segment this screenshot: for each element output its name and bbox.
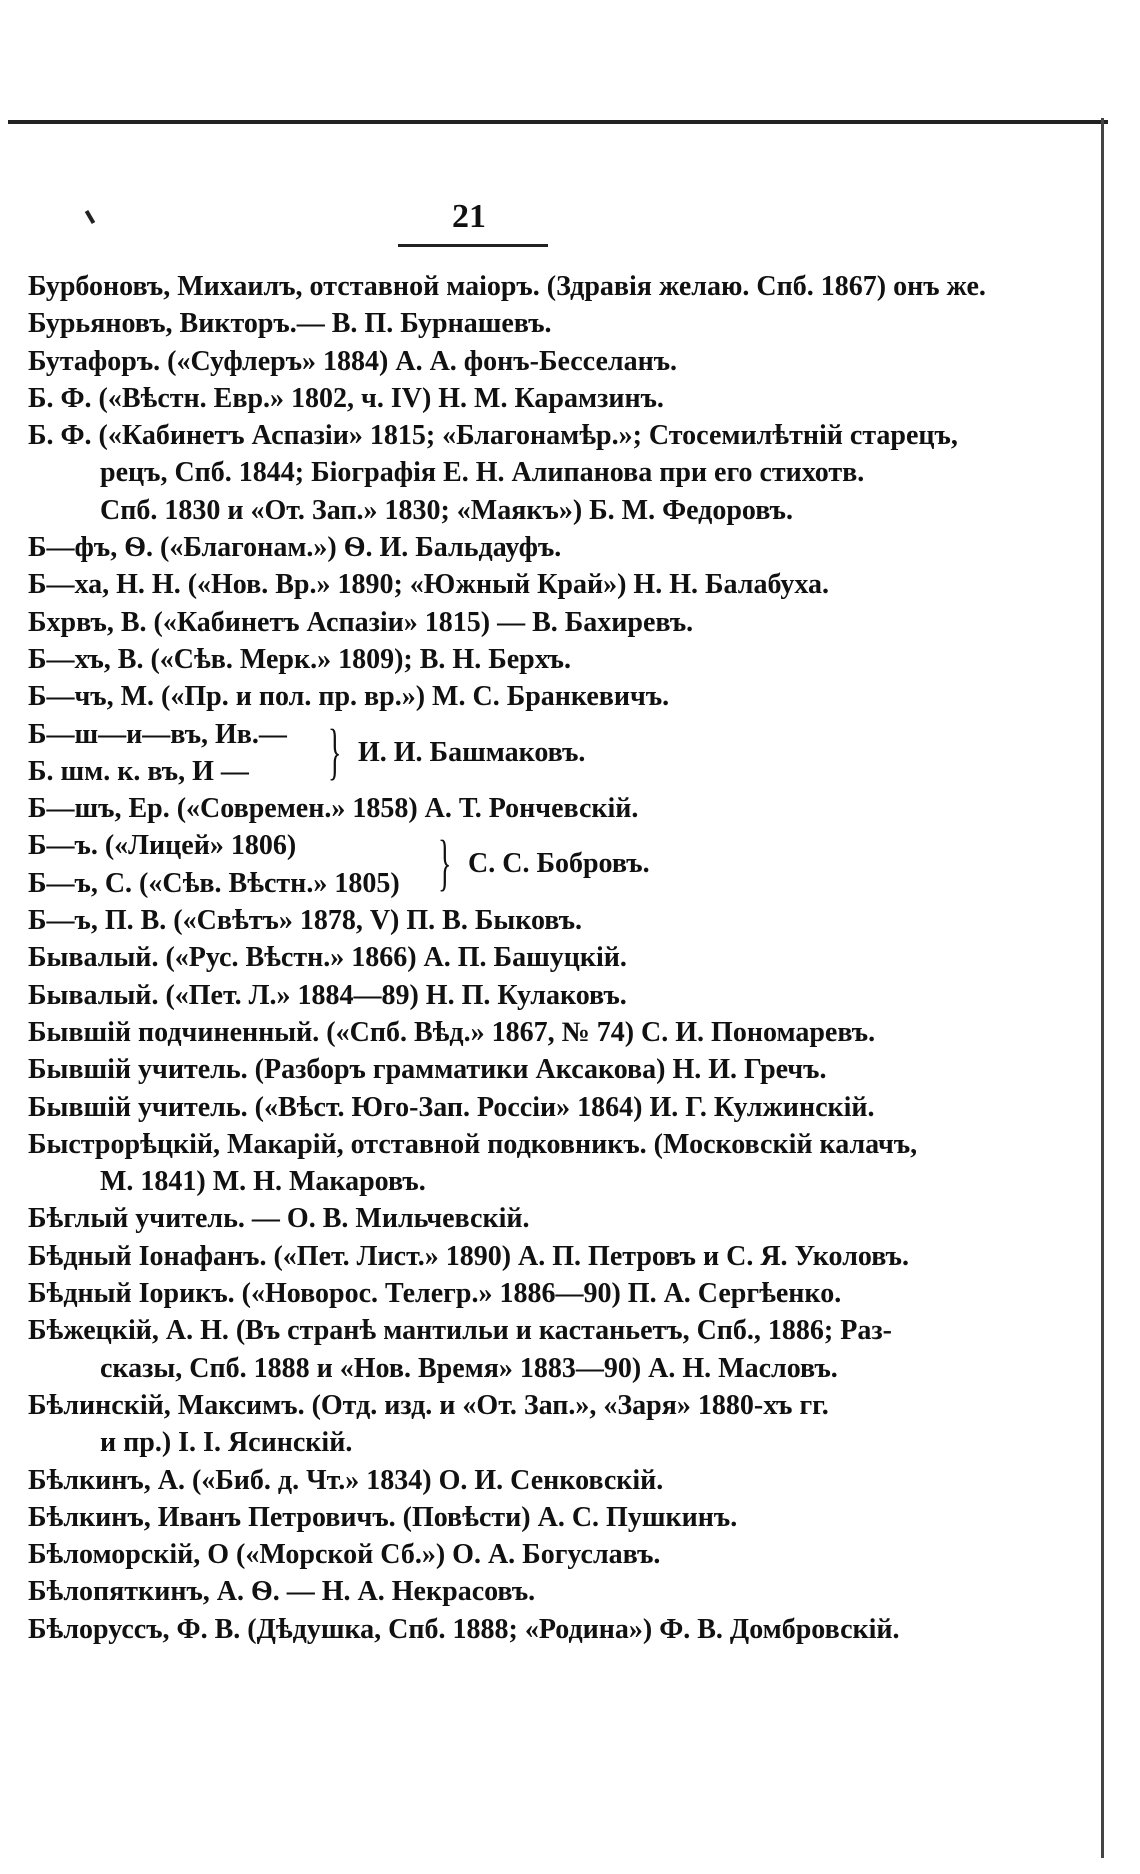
page-number-rule bbox=[398, 244, 548, 247]
entry: Бѣлопяткинъ, А. Ѳ. — Н. А. Некрасовъ. bbox=[28, 1576, 536, 1608]
entry: Б. Ф. («Вѣстн. Евр.» 1802, ч. IV) Н. М. Карамзинъ. bbox=[28, 382, 664, 414]
entry-line: Бѣжецкій, А. Н. (Въ странѣ мантильи и кастаньетъ, Спб., 1886; Раз- bbox=[28, 1315, 892, 1347]
entry: Бурбоновъ, Михаилъ, отставной маіоръ. (Здравія желаю. Спб. 1867) онъ же. bbox=[28, 271, 986, 302]
entry: Б—ъ, П. В. («Свѣтъ» 1878, V) П. В. Быковъ. bbox=[28, 905, 583, 937]
entry: Бывшій подчиненный. («Спб. Вѣд.» 1867, № 74) С. И. Пономаревъ. bbox=[28, 1016, 876, 1048]
entry: Бхрвъ, В. («Кабинетъ Аспазіи» 1815) — В. Бахиревъ. bbox=[28, 606, 694, 638]
entry: Бывшій учитель. (Разборъ грамматики Аксакова) Н. И. Гречъ. bbox=[28, 1054, 827, 1086]
entries-list bbox=[28, 268, 1096, 1648]
entry: Бывшій учитель. («Вѣст. Юго-Зап. Россіи» 1864) И. Г. Кулжинскій. bbox=[28, 1091, 875, 1123]
entry: Б—хъ, В. («Сѣв. Мерк.» 1809); В. Н. Берхъ. bbox=[28, 643, 571, 675]
entry: Бѣлоруссъ, Ф. В. (Дѣдушка, Спб. 1888; «Родина») Ф. В. Домбровскій. bbox=[28, 1613, 900, 1645]
entry: Б—шъ, Ер. («Современ.» 1858) А. Т. Рончевскій. bbox=[28, 793, 639, 825]
entry: Бѣлкинъ, А. («Биб. д. Чт.» 1834) О. И. Сенковскій. bbox=[28, 1464, 664, 1496]
entry: Бѣдный Іорикъ. («Новорос. Телегр.» 1886—90) П. А. Сергѣенко. bbox=[28, 1278, 842, 1310]
entry-continuation: сказы, Спб. 1888 и «Нов. Время» 1883—90) А. Н. Масловъ. bbox=[100, 1352, 838, 1384]
entry: Бѣдный Іонафанъ. («Пет. Лист.» 1890) А. П. Петровъ и С. Я. Уколовъ. bbox=[28, 1240, 909, 1272]
entry-line: Б—ш—и—въ, Ив.— bbox=[28, 718, 287, 750]
entry: Бутафоръ. («Суфлеръ» 1884) А. А. фонъ-Бесселанъ. bbox=[28, 345, 678, 377]
entry: Бѣлкинъ, Иванъ Петровичъ. (Повѣсти) А. С. Пушкинъ. bbox=[28, 1501, 738, 1533]
entry-line: Б—ъ. («Лицей» 1806) bbox=[28, 830, 297, 862]
braced-entry-group bbox=[28, 716, 1096, 791]
entry: Бѣглый учитель. — О. В. Мильчевскій. bbox=[28, 1203, 530, 1235]
entry-attribution: И. И. Башмаковъ. bbox=[358, 736, 586, 768]
entry: Бывалый. («Пет. Л.» 1884—89) Н. П. Кулаковъ. bbox=[28, 979, 627, 1011]
right-margin-rule bbox=[1101, 118, 1104, 1858]
entry-attribution: С. С. Бобровъ. bbox=[468, 848, 650, 880]
top-rule bbox=[8, 120, 1108, 124]
page-number: 21 bbox=[452, 198, 486, 235]
entry: Бурьяновъ, Викторъ.— В. П. Бурнашевъ. bbox=[28, 308, 552, 340]
entry-line: Б—ъ, С. («Сѣв. Вѣстн.» 1805) bbox=[28, 867, 400, 899]
entry-continuation: М. 1841) М. Н. Макаровъ. bbox=[100, 1166, 426, 1198]
entry-continuation: рецъ, Спб. 1844; Біографія Е. Н. Алипанова при его стихотв. bbox=[100, 457, 865, 489]
entry-line: Б. шм. к. въ, И — bbox=[28, 755, 249, 787]
scan-speck bbox=[85, 210, 95, 224]
entry-continuation: Спб. 1830 и «От. Зап.» 1830; «Маякъ») Б. М. Федоровъ. bbox=[100, 494, 793, 526]
entry-continuation: и пр.) І. І. Ясинскій. bbox=[100, 1427, 353, 1459]
braced-entry-group bbox=[28, 827, 1096, 902]
entry: Бѣломорскій, О («Морской Сб.») О. А. Богуславъ. bbox=[28, 1539, 661, 1571]
curly-brace: } bbox=[438, 829, 452, 898]
entry: Бывалый. («Рус. Вѣстн.» 1866) А. П. Башуцкій. bbox=[28, 942, 627, 974]
entry-line: Быстрорѣцкій, Макарій, отставной подковникъ. (Московскій калачъ, bbox=[28, 1128, 918, 1160]
curly-brace: } bbox=[328, 717, 342, 786]
entry: Б—чъ, М. («Пр. и пол. пр. вр.») М. С. Бранкевичъ. bbox=[28, 681, 670, 713]
entry-line: Б. Ф. («Кабинетъ Аспазіи» 1815; «Благонамѣр.»; Стосемилѣтній старецъ, bbox=[28, 420, 958, 452]
entry: Б—фъ, Ѳ. («Благонам.») Ѳ. И. Бальдауфъ. bbox=[28, 532, 562, 564]
entry-line: Бѣлинскій, Максимъ. (Отд. изд. и «От. Зап.», «Заря» 1880-хъ гг. bbox=[28, 1389, 829, 1421]
entry: Б—ха, Н. Н. («Нов. Вр.» 1890; «Южный Край») Н. Н. Балабуха. bbox=[28, 569, 830, 601]
